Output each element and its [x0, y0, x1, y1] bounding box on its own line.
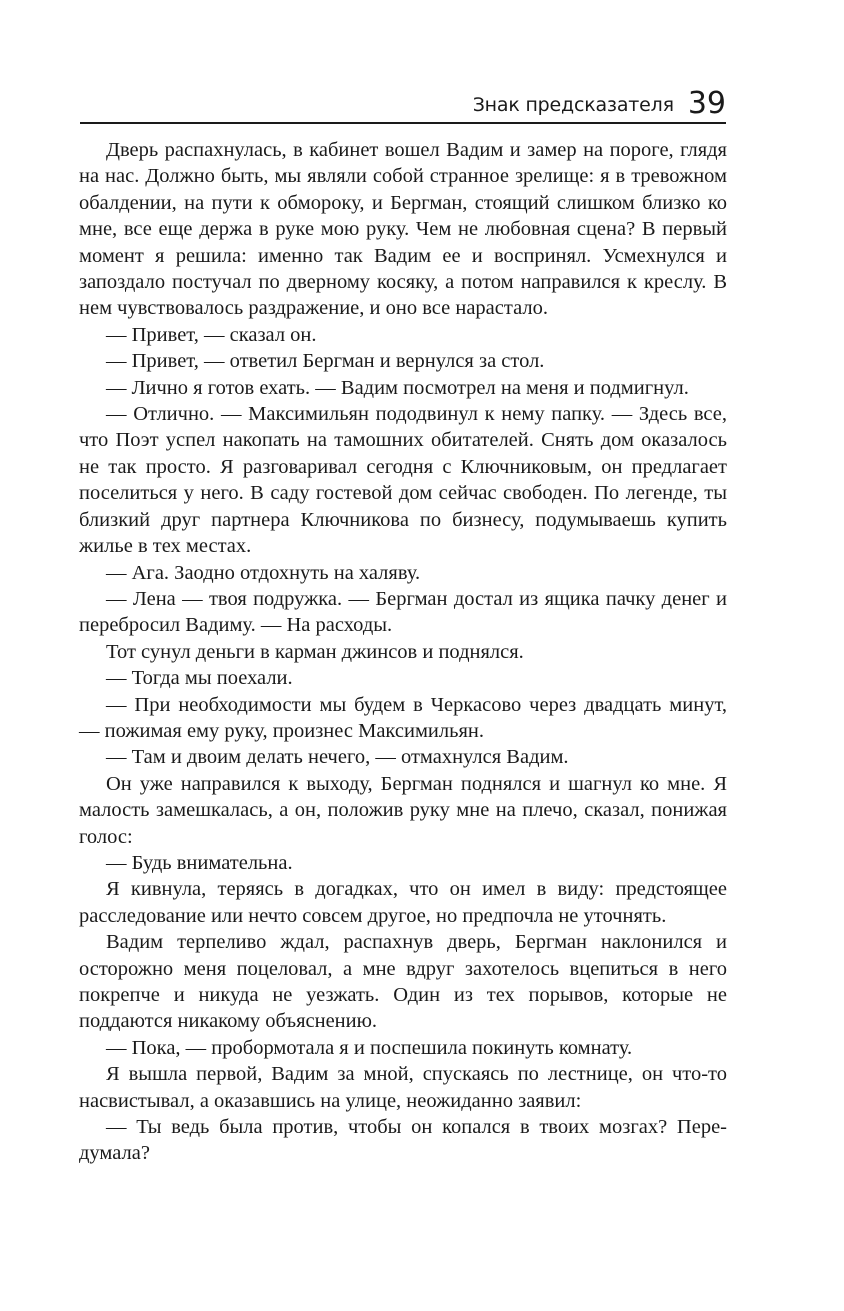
- paragraph: Я кивнула, теряясь в догадках, что он имел в виду: предстоящее расследование или нечто совсем другое, но предпочла не уточнять.: [79, 878, 727, 927]
- paragraph: — Пока, — пробормотала я и поспешила покинуть комнату.: [106, 1036, 633, 1059]
- paragraph: — Привет, — сказал он.: [106, 323, 317, 346]
- page-number: 39: [687, 86, 726, 121]
- running-title: Знак предсказателя: [472, 94, 674, 116]
- paragraph: Тот сунул деньги в карман джинсов и поднялся.: [106, 640, 524, 663]
- paragraph: — Лена — твоя подружка. — Бергман достал из ящика пачку денег и перебросил Вадиму. — На расходы.: [79, 587, 727, 637]
- paragraph: — Там и двоим делать нечего, — отмахнулся Вадим.: [106, 746, 569, 769]
- paragraph: Он уже направился к выходу, Бергман поднялся и шагнул ко мне. Я малость замешкалась, а он, положив руку мне на плечо, сказал, понижая голос:: [79, 772, 727, 848]
- paragraph: — Ты ведь была против, чтобы он копался в твоих мозгах? Передумала?: [79, 1116, 727, 1165]
- paragraph: Я вышла первой, Вадим за мной, спускаясь по лестнице, он что-то насвистывал, а оказавшись на улице, неожиданно заявил:: [79, 1063, 727, 1112]
- paragraph: — Лично я готов ехать. — Вадим посмотрел на меня и подмигнул.: [106, 376, 689, 399]
- running-header: [80, 80, 726, 124]
- paragraph: — Привет, — ответил Бергман и вернулся за стол.: [106, 350, 545, 373]
- paragraph: — Отлично. — Максимильян пододвинул к нему папку. — Здесь все, что Поэт успел накопать на тамошних обитателей. Снять дом оказалось не так просто. Я разговаривал сегодня с Ключниковым, он предлагает поселиться у него. В саду гостевой дом сейчас свободен. По легенде, ты близкий друг партнера Ключникова по бизнесу, подумываешь купить жилье в тех местах.: [79, 403, 727, 558]
- text-body: [79, 137, 727, 1167]
- paragraph: Вадим терпеливо ждал, распахнув дверь, Бергман наклонился и осторожно меня поцеловал, а мне вдруг захотелось вцепиться в него покрепче и никуда не уезжать. Один из тех порывов, которые не поддаются никакому объяснению.: [79, 931, 727, 1033]
- paragraph: — Тогда мы поехали.: [106, 667, 293, 690]
- paragraph: — При необходимости мы будем в Черкасово через двадцать минут, — пожимая ему руку, произнес Максимильян.: [79, 693, 727, 742]
- paragraph: — Будь внимательна.: [106, 851, 293, 874]
- paragraph: — Ага. Заодно отдохнуть на халяву.: [106, 561, 421, 584]
- paragraph: Дверь распахнулась, в кабинет вошел Вадим и замер на пороге, глядя на нас. Должно быть, мы являли собой странное зрелище: я в тревожном обалдении, на пути к обмороку, и Бергман, стоящий слишком близко ко мне, все еще держа в руке мою руку. Чем не любовная сцена? В первый момент я решила: именно так Вадим ее и воспринял. Усмехнулся и запоздало постучал по дверному косяку, а потом направился к креслу. В нем чувствовалось раздражение, и оно все нарастало.: [79, 139, 727, 320]
